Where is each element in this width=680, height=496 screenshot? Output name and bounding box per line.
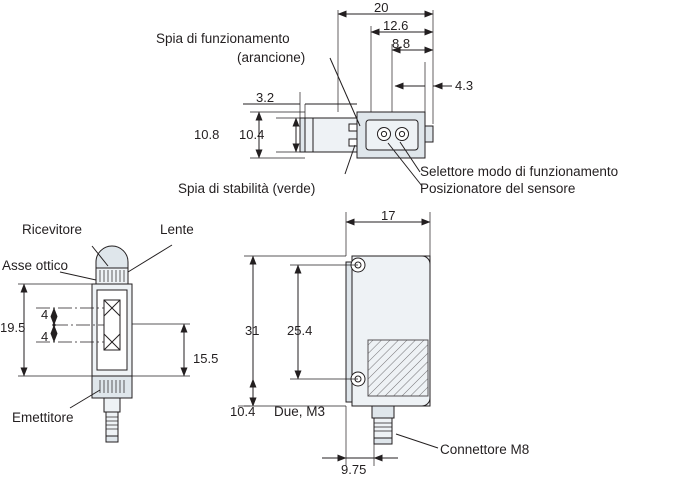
callout-spia-funzionamento-colore: (arancione): [237, 50, 306, 65]
dim-4-top: 4: [41, 307, 49, 322]
dim-31: 31: [245, 323, 260, 338]
callout-selettore-modo: Selettore modo di funzionamento: [420, 164, 619, 179]
dim-19-5: 19.5: [0, 320, 26, 335]
callout-due-m3: Due, M3: [274, 404, 326, 419]
dim-15-5: 15.5: [193, 351, 219, 366]
callout-spia-funzionamento: Spia di funzionamento: [156, 31, 290, 46]
dim-25-4: 25.4: [287, 323, 313, 338]
callout-asse-ottico: Asse ottico: [2, 258, 69, 273]
callout-emettitore: Emettitore: [12, 410, 74, 425]
dim-17: 17: [381, 208, 396, 223]
callout-ricevitore: Ricevitore: [22, 222, 83, 237]
dim-10-8: 10.8: [194, 127, 220, 142]
dim-4-bottom: 4: [41, 329, 49, 344]
dim-20: 20: [374, 0, 389, 15]
dim-10-4: 10.4: [239, 127, 265, 142]
dim-3-2: 3.2: [256, 90, 275, 105]
callout-connettore-m8: Connettore M8: [440, 442, 530, 457]
dim-12-6: 12.6: [383, 18, 409, 33]
dim-8-8: 8.8: [392, 36, 411, 51]
dim-4-3: 4.3: [455, 78, 474, 93]
callout-lente: Lente: [160, 222, 194, 237]
dim-9-75: 9.75: [341, 462, 367, 477]
callout-posizionatore: Posizionatore del sensore: [420, 181, 576, 196]
callout-spia-stabilita: Spia di stabilità (verde): [178, 181, 316, 196]
dim-10-4-side: 10.4: [230, 404, 256, 419]
